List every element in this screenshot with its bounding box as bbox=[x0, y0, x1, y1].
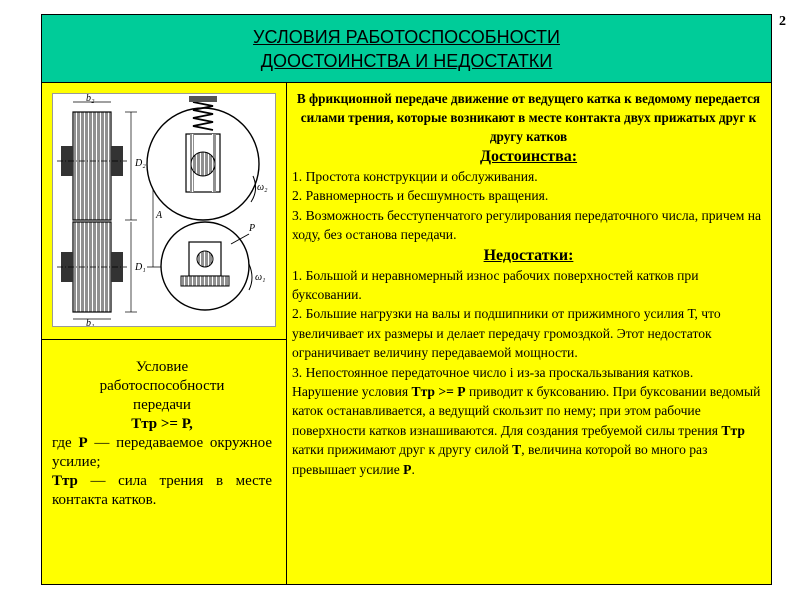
advantage-item: 3. Возможность бесступенчатого регулирования передаточного числа, причем на ходу, без останова передачи. bbox=[292, 207, 762, 243]
condition-line-1: Условие bbox=[135, 359, 189, 375]
disadvantage-item: 1. Большой и неравномерный износ рабочих поверхностей катков при буксовании. bbox=[292, 267, 699, 303]
disadvantage-item: 3. Непостоянное передаточное число i из-за проскальзывания катков. bbox=[292, 364, 694, 380]
text-cell bbox=[287, 83, 771, 584]
label-b1: b₁ bbox=[86, 318, 95, 326]
friction-drive-diagram bbox=[52, 93, 276, 327]
upper-wheel-side-view bbox=[57, 112, 127, 220]
advantage-item: 1. Простота конструкции и обслуживания. bbox=[292, 169, 538, 184]
slip-s4: Ттр bbox=[721, 422, 745, 438]
slip-s9: . bbox=[411, 461, 415, 477]
condition-cell bbox=[42, 340, 287, 584]
slip-paragraph bbox=[292, 382, 765, 479]
friction-drive-drawing bbox=[53, 94, 275, 326]
title-line-2: ДООСТОИНСТВА И НЕДОСТАТКИ bbox=[260, 51, 553, 71]
p-where: где bbox=[52, 435, 72, 451]
advantages-heading: Достоинства: bbox=[479, 148, 578, 165]
label-w2: ω₂ bbox=[257, 182, 268, 193]
slip-s6: Т bbox=[512, 442, 522, 458]
lower-wheel-side-view bbox=[57, 222, 127, 312]
slip-s3: приводит к буксованию. При буксовании ведомый каток останавливается, а ведущий скользит по нему; при этом рабочие поверхности катков изнашиваются. Для создания требуемой силы трения bbox=[292, 384, 761, 438]
slide-number: 2 bbox=[779, 14, 786, 29]
condition-p-definition bbox=[52, 434, 272, 472]
disadvantages-heading: Недостатки: bbox=[483, 246, 574, 264]
condition-line-2: работоспособности bbox=[99, 378, 225, 394]
advantage-item: 2. Равномерность и бесшумность вращения. bbox=[292, 188, 549, 204]
slide-frame bbox=[41, 14, 772, 585]
slip-s5: катки прижимают друг к другу силой bbox=[292, 442, 509, 458]
slip-s7: , величина которой во много раз превышает усилие bbox=[292, 442, 708, 477]
condition-t-definition bbox=[52, 472, 272, 510]
t-description: — сила трения в месте контакта катков. bbox=[52, 473, 273, 508]
label-b2: b₂ bbox=[86, 94, 95, 104]
title-line-1: УСЛОВИЯ РАБОТОСПОСОБНОСТИ bbox=[253, 27, 560, 47]
label-A: A bbox=[156, 210, 163, 221]
slip-s2: Ттр >= Р bbox=[411, 384, 466, 400]
label-D2: D₂ bbox=[135, 158, 146, 169]
slip-s1: Нарушение условия bbox=[292, 384, 409, 400]
disadvantage-item: 2. Большие нагрузки на валы и подшипники от прижимного усилия Т, что увеличивает их размеры и делает передачу громоздкой. Этот недостаток ограничивает величину передаваемой мощности. bbox=[292, 306, 721, 361]
condition-line-3: передачи bbox=[133, 397, 191, 413]
title-bar bbox=[42, 15, 771, 83]
condition-formula: Ттр >= Р, bbox=[131, 416, 193, 432]
label-P: P bbox=[249, 223, 256, 234]
lower-wheel-front-view bbox=[161, 222, 249, 310]
slip-s8: Р bbox=[403, 461, 412, 477]
intro-text: В фрикционной передаче движение от ведущего катка к ведомому передается силами трения, которые возникают в месте контакта двух прижатых друг к другу катков bbox=[296, 91, 761, 144]
t-symbol: Ттр bbox=[52, 473, 78, 489]
p-symbol: Р bbox=[78, 435, 88, 451]
p-description: — передаваемое окружное усилие; bbox=[52, 435, 273, 470]
label-w1: ω₁ bbox=[255, 272, 266, 283]
label-D1: D₁ bbox=[135, 262, 146, 273]
diagram-cell bbox=[42, 83, 287, 340]
upper-wheel-front-view bbox=[147, 96, 259, 220]
